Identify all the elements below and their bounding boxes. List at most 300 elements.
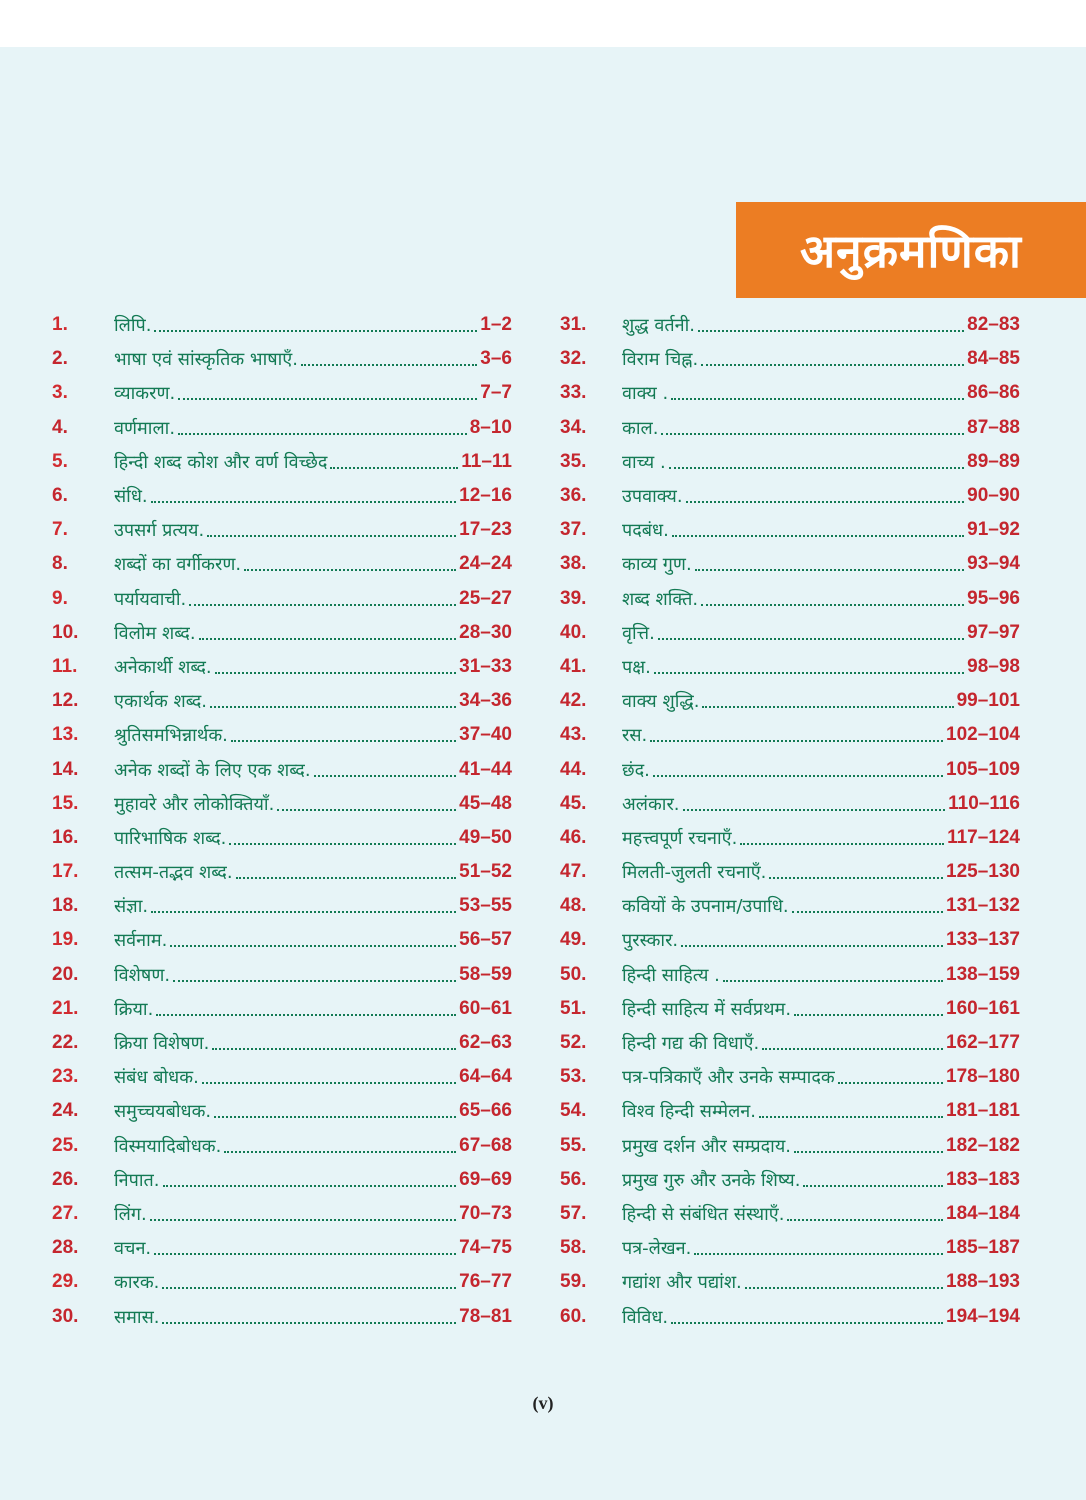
entry-page-range: 37–40 xyxy=(459,724,512,746)
entry-title: प्रमुख दर्शन और सम्प्रदाय. xyxy=(622,1135,791,1157)
entry-number: 60. xyxy=(560,1305,587,1327)
toc-entry[interactable] xyxy=(52,1026,512,1060)
dot-leader xyxy=(150,1219,456,1221)
dot-leader xyxy=(701,364,964,366)
entry-number: 21. xyxy=(52,997,79,1019)
entry-page-range: 76–77 xyxy=(459,1271,512,1293)
dot-leader xyxy=(154,1253,456,1255)
entry-title: पर्यायवाची. xyxy=(114,588,187,610)
entry-number: 16. xyxy=(52,826,79,848)
toc-entry[interactable] xyxy=(560,821,1020,855)
toc-entry[interactable] xyxy=(560,1197,1020,1231)
entry-number: 44. xyxy=(560,758,587,780)
page-number: (v) xyxy=(532,1393,554,1413)
entry-number: 4. xyxy=(52,416,68,438)
dot-leader xyxy=(189,604,456,606)
entry-number: 54. xyxy=(560,1100,587,1122)
entry-title: मिलती-जुलती रचनाएँ. xyxy=(622,862,767,884)
entry-title: वचन. xyxy=(114,1238,152,1260)
entry-number: 1. xyxy=(52,314,68,336)
toc-entry[interactable] xyxy=(560,1265,1020,1299)
entry-number: 2. xyxy=(52,348,68,370)
entry-number: 12. xyxy=(52,690,79,712)
entry-title: शब्दों का वर्गीकरण. xyxy=(114,554,242,576)
entry-page-range: 8–10 xyxy=(469,416,512,438)
entry-number: 22. xyxy=(52,1032,79,1054)
toc-entry[interactable] xyxy=(52,616,512,650)
entry-number: 42. xyxy=(560,690,587,712)
page-title: अनुक्रमणिका xyxy=(800,224,1022,278)
dot-leader xyxy=(695,569,964,571)
entry-title: विस्मयादिबोधक. xyxy=(114,1135,222,1157)
entry-title: शब्द शक्ति. xyxy=(622,588,699,610)
entry-title: गद्यांश और पद्यांश. xyxy=(622,1272,742,1294)
entry-title: छंद. xyxy=(622,759,650,781)
entry-page-range: 182–182 xyxy=(946,1134,1020,1156)
toc-entry[interactable] xyxy=(560,308,1020,342)
entry-number: 20. xyxy=(52,963,79,985)
entry-number: 46. xyxy=(560,826,587,848)
entry-title: क्रिया. xyxy=(114,998,154,1020)
entry-title: उपवाक्य. xyxy=(622,486,683,508)
dot-leader xyxy=(745,1287,943,1289)
entry-number: 31. xyxy=(560,314,587,336)
entry-title: विश्व हिन्दी सम्मेलन. xyxy=(622,1101,757,1123)
dot-leader xyxy=(173,980,456,982)
dot-leader xyxy=(178,433,467,435)
entry-page-range: 90–90 xyxy=(967,485,1020,507)
entry-page-range: 99–101 xyxy=(956,690,1020,712)
entry-page-range: 181–181 xyxy=(946,1100,1020,1122)
dot-leader xyxy=(669,467,964,469)
entry-number: 56. xyxy=(560,1168,587,1190)
entry-page-range: 110–116 xyxy=(948,792,1020,814)
toc-entry[interactable] xyxy=(52,445,512,479)
dot-leader xyxy=(210,706,456,708)
entry-number: 37. xyxy=(560,519,587,541)
entry-title: कारक. xyxy=(114,1272,160,1294)
dot-leader xyxy=(231,740,456,742)
entry-title: समास. xyxy=(114,1306,160,1328)
entry-page-range: 133–137 xyxy=(946,929,1020,951)
toc-entry[interactable] xyxy=(560,411,1020,445)
toc-entry[interactable] xyxy=(560,616,1020,650)
entry-page-range: 117–124 xyxy=(947,826,1020,848)
entry-number: 52. xyxy=(560,1032,587,1054)
entry-number: 23. xyxy=(52,1066,79,1088)
entry-page-range: 1–2 xyxy=(480,314,512,336)
dot-leader xyxy=(803,1185,943,1187)
entry-page-range: 105–109 xyxy=(946,758,1020,780)
entry-number: 3. xyxy=(52,382,68,404)
dot-leader xyxy=(702,706,953,708)
title-banner xyxy=(736,202,1086,298)
entry-number: 11. xyxy=(52,655,78,677)
entry-number: 57. xyxy=(560,1202,587,1224)
entry-number: 15. xyxy=(52,792,79,814)
dot-leader xyxy=(277,809,456,811)
toc-entry[interactable] xyxy=(52,684,512,718)
entry-page-range: 87–88 xyxy=(967,416,1020,438)
toc-entry[interactable] xyxy=(52,479,512,513)
entry-number: 48. xyxy=(560,895,587,917)
toc-entry[interactable] xyxy=(560,684,1020,718)
dot-leader xyxy=(301,364,477,366)
entry-title: लिपि. xyxy=(114,315,152,337)
toc-entry[interactable] xyxy=(52,1129,512,1163)
dot-leader xyxy=(787,1219,943,1221)
dot-leader xyxy=(654,672,964,674)
entry-page-range: 194–194 xyxy=(946,1305,1020,1327)
toc-entry[interactable] xyxy=(560,992,1020,1026)
toc-entry[interactable] xyxy=(52,547,512,581)
entry-number: 59. xyxy=(560,1271,587,1293)
entry-title: महत्त्वपूर्ण रचनाएँ. xyxy=(622,827,738,849)
toc-entry[interactable] xyxy=(560,1094,1020,1128)
toc-entry[interactable] xyxy=(560,787,1020,821)
dot-leader xyxy=(229,843,456,845)
dot-leader xyxy=(759,1116,943,1118)
entry-number: 17. xyxy=(52,861,79,883)
entry-title: पुरस्कार. xyxy=(622,930,679,952)
entry-title: लिंग. xyxy=(114,1203,147,1225)
entry-number: 33. xyxy=(560,382,587,404)
toc-entry[interactable] xyxy=(52,308,512,342)
entry-number: 24. xyxy=(52,1100,79,1122)
dot-leader xyxy=(207,535,456,537)
toc-column-right xyxy=(560,308,1020,1334)
dot-leader xyxy=(681,945,943,947)
entry-page-range: 3–6 xyxy=(480,348,512,370)
dot-leader xyxy=(314,775,457,777)
entry-page-range: 84–85 xyxy=(967,348,1020,370)
toc-entry[interactable] xyxy=(52,411,512,445)
toc-entry[interactable] xyxy=(560,547,1020,581)
toc-entry[interactable] xyxy=(560,650,1020,684)
toc-entry[interactable] xyxy=(560,445,1020,479)
entry-number: 51. xyxy=(560,997,587,1019)
entry-title: कवियों के उपनाम/उपाधि. xyxy=(622,896,789,918)
entry-title: हिन्दी से संबंधित संस्थाएँ. xyxy=(622,1203,785,1225)
entry-title: हिन्दी साहित्य . xyxy=(622,964,720,986)
toc-entry[interactable] xyxy=(560,1060,1020,1094)
entry-page-range: 162–177 xyxy=(946,1032,1020,1054)
entry-number: 32. xyxy=(560,348,587,370)
entry-number: 7. xyxy=(52,519,68,541)
entry-title: शुद्ध वर्तनी. xyxy=(622,315,695,337)
dot-leader xyxy=(156,1014,456,1016)
dot-leader xyxy=(650,740,943,742)
entry-title: वाक्य शुद्धि. xyxy=(622,691,700,713)
dot-leader xyxy=(224,1151,456,1153)
entry-title: अनेकार्थी शब्द. xyxy=(114,656,212,678)
entry-title: एकार्थक शब्द. xyxy=(114,691,208,713)
entry-number: 28. xyxy=(52,1237,79,1259)
dot-leader xyxy=(762,1048,943,1050)
entry-page-range: 102–104 xyxy=(946,724,1020,746)
toc-entry[interactable] xyxy=(560,958,1020,992)
entry-number: 5. xyxy=(52,450,68,472)
entry-title: उपसर्ग प्रत्यय. xyxy=(114,520,205,542)
dot-leader xyxy=(244,569,456,571)
toc-entry[interactable] xyxy=(560,889,1020,923)
entry-page-range: 93–94 xyxy=(967,553,1020,575)
toc-entry[interactable] xyxy=(52,1231,512,1265)
entry-page-range: 184–184 xyxy=(946,1202,1020,1224)
dot-leader xyxy=(672,535,964,537)
entry-page-range: 138–159 xyxy=(946,963,1020,985)
entry-number: 35. xyxy=(560,450,587,472)
entry-title: काल. xyxy=(622,417,659,439)
toc-entry[interactable] xyxy=(560,376,1020,410)
entry-number: 38. xyxy=(560,553,587,575)
toc-entry[interactable] xyxy=(560,1163,1020,1197)
entry-title: भाषा एवं सांस्कृतिक भाषाएँ. xyxy=(114,349,298,371)
entry-title: पक्ष. xyxy=(622,656,651,678)
entry-number: 39. xyxy=(560,587,587,609)
entry-number: 25. xyxy=(52,1134,79,1156)
toc-entry[interactable] xyxy=(560,752,1020,786)
toc-entry[interactable] xyxy=(560,923,1020,957)
toc-entry[interactable] xyxy=(52,855,512,889)
dot-leader xyxy=(740,843,944,845)
toc-entry[interactable] xyxy=(560,479,1020,513)
entry-number: 8. xyxy=(52,553,68,575)
dot-leader xyxy=(694,1253,943,1255)
entry-page-range: 78–81 xyxy=(459,1305,512,1327)
dot-leader xyxy=(794,1014,943,1016)
dot-leader xyxy=(214,1116,456,1118)
entry-page-range: 25–27 xyxy=(459,587,512,609)
toc-entry[interactable] xyxy=(560,1026,1020,1060)
entry-number: 13. xyxy=(52,724,79,746)
entry-title: पदबंध. xyxy=(622,520,669,542)
entry-title: संज्ञा. xyxy=(114,896,149,918)
toc-entry[interactable] xyxy=(560,855,1020,889)
entry-number: 49. xyxy=(560,929,587,951)
toc-entry[interactable] xyxy=(560,582,1020,616)
toc-entry[interactable] xyxy=(52,376,512,410)
entry-number: 36. xyxy=(560,485,587,507)
entry-number: 18. xyxy=(52,895,79,917)
toc-entry[interactable] xyxy=(560,1299,1020,1333)
entry-title: विशेषण. xyxy=(114,964,171,986)
toc-entry[interactable] xyxy=(52,1094,512,1128)
entry-title: हिन्दी साहित्य में सर्वप्रथम. xyxy=(622,998,792,1020)
dot-leader xyxy=(202,1082,456,1084)
dot-leader xyxy=(683,809,946,811)
entry-page-range: 45–48 xyxy=(459,792,512,814)
dot-leader xyxy=(653,775,943,777)
entry-title: प्रमुख गुरु और उनके शिष्य. xyxy=(622,1169,801,1191)
entry-page-range: 131–132 xyxy=(946,895,1020,917)
entry-title: श्रुतिसमभिन्नार्थक. xyxy=(114,725,228,747)
entry-number: 29. xyxy=(52,1271,79,1293)
entry-page-range: 82–83 xyxy=(967,314,1020,336)
entry-title: पारिभाषिक शब्द. xyxy=(114,827,227,849)
entry-title: समुच्चयबोधक. xyxy=(114,1101,212,1123)
dot-leader xyxy=(154,330,477,332)
dot-leader xyxy=(794,1151,943,1153)
entry-number: 27. xyxy=(52,1202,79,1224)
entry-page-range: 178–180 xyxy=(946,1066,1020,1088)
entry-number: 45. xyxy=(560,792,587,814)
dot-leader xyxy=(671,1322,943,1324)
entry-page-range: 51–52 xyxy=(459,861,512,883)
dot-leader xyxy=(151,501,457,503)
entry-title: संधि. xyxy=(114,486,148,508)
dot-leader xyxy=(212,1048,456,1050)
entry-title: हिन्दी शब्द कोश और वर्ण विच्छेद xyxy=(114,451,328,473)
entry-page-range: 185–187 xyxy=(946,1237,1020,1259)
entry-page-range: 17–23 xyxy=(459,519,512,541)
toc-entry[interactable] xyxy=(52,787,512,821)
toc-entry[interactable] xyxy=(560,1231,1020,1265)
toc-entry[interactable] xyxy=(52,1265,512,1299)
entry-title: क्रिया विशेषण. xyxy=(114,1033,210,1055)
entry-number: 41. xyxy=(560,655,587,677)
entry-number: 53. xyxy=(560,1066,587,1088)
toc-entry[interactable] xyxy=(52,1299,512,1333)
dot-leader xyxy=(162,1287,456,1289)
entry-page-range: 98–98 xyxy=(967,655,1020,677)
entry-page-range: 60–61 xyxy=(459,997,512,1019)
entry-title: सर्वनाम. xyxy=(114,930,168,952)
entry-title: मुहावरे और लोकोक्तियाँ. xyxy=(114,793,275,815)
entry-page-range: 95–96 xyxy=(967,587,1020,609)
dot-leader xyxy=(330,467,458,469)
toc-column-left xyxy=(52,308,512,1334)
entry-page-range: 69–69 xyxy=(459,1168,512,1190)
entry-title: निपात. xyxy=(114,1169,160,1191)
dot-leader xyxy=(163,1185,457,1187)
entry-number: 43. xyxy=(560,724,587,746)
entry-page-range: 160–161 xyxy=(946,997,1020,1019)
entry-title: पत्र-लेखन. xyxy=(622,1238,692,1260)
dot-leader xyxy=(671,398,964,400)
dot-leader xyxy=(151,911,456,913)
dot-leader xyxy=(698,330,964,332)
entry-number: 6. xyxy=(52,485,68,507)
entry-page-range: 86–86 xyxy=(967,382,1020,404)
dot-leader xyxy=(661,433,964,435)
toc-entry[interactable] xyxy=(52,923,512,957)
dot-leader xyxy=(701,604,964,606)
entry-page-range: 62–63 xyxy=(459,1032,512,1054)
entry-number: 55. xyxy=(560,1134,587,1156)
entry-title: वाच्य . xyxy=(622,451,666,473)
entry-title: अलंकार. xyxy=(622,793,680,815)
toc-entry[interactable] xyxy=(560,718,1020,752)
entry-page-range: 11–11 xyxy=(461,450,512,472)
entry-title: वृत्ति. xyxy=(622,622,655,644)
entry-page-range: 31–33 xyxy=(459,655,512,677)
entry-title: रस. xyxy=(622,725,648,747)
entry-page-range: 7–7 xyxy=(480,382,512,404)
toc-entry[interactable] xyxy=(52,1197,512,1231)
entry-title: तत्सम-तद्भव शब्द. xyxy=(114,862,233,884)
entry-page-range: 49–50 xyxy=(459,826,512,848)
entry-number: 50. xyxy=(560,963,587,985)
toc-entry[interactable] xyxy=(52,650,512,684)
entry-page-range: 125–130 xyxy=(946,861,1020,883)
entry-title: व्याकरण. xyxy=(114,383,176,405)
entry-page-range: 183–183 xyxy=(946,1168,1020,1190)
entry-title: विविध. xyxy=(622,1306,669,1328)
entry-page-range: 64–64 xyxy=(459,1066,512,1088)
entry-page-range: 28–30 xyxy=(459,621,512,643)
entry-page-range: 97–97 xyxy=(967,621,1020,643)
entry-page-range: 24–24 xyxy=(459,553,512,575)
dot-leader xyxy=(723,980,943,982)
toc-entry[interactable] xyxy=(52,889,512,923)
entry-number: 58. xyxy=(560,1237,587,1259)
entry-number: 19. xyxy=(52,929,79,951)
toc-entry[interactable] xyxy=(560,342,1020,376)
entry-title: संबंध बोधक. xyxy=(114,1067,199,1089)
toc-entry[interactable] xyxy=(52,821,512,855)
entry-title: पत्र-पत्रिकाएँ और उनके सम्पादक xyxy=(622,1067,835,1089)
entry-page-range: 70–73 xyxy=(459,1202,512,1224)
dot-leader xyxy=(838,1082,943,1084)
toc-entry[interactable] xyxy=(52,992,512,1026)
toc-entry[interactable] xyxy=(560,1129,1020,1163)
dot-leader xyxy=(792,911,943,913)
toc-entry[interactable] xyxy=(52,582,512,616)
toc-entry[interactable] xyxy=(52,718,512,752)
entry-number: 34. xyxy=(560,416,587,438)
entry-number: 10. xyxy=(52,621,79,643)
entry-page-range: 89–89 xyxy=(967,450,1020,472)
entry-title: विलोम शब्द. xyxy=(114,622,196,644)
entry-page-range: 12–16 xyxy=(459,485,512,507)
dot-leader xyxy=(236,877,457,879)
dot-leader xyxy=(769,877,943,879)
toc-entry[interactable] xyxy=(52,342,512,376)
dot-leader xyxy=(170,945,456,947)
entry-title: अनेक शब्दों के लिए एक शब्द. xyxy=(114,759,311,781)
entry-title: काव्य गुण. xyxy=(622,554,692,576)
entry-title: विराम चिह्न. xyxy=(622,349,699,371)
entry-page-range: 91–92 xyxy=(967,519,1020,541)
entry-page-range: 188–193 xyxy=(946,1271,1020,1293)
entry-page-range: 65–66 xyxy=(459,1100,512,1122)
entry-page-range: 58–59 xyxy=(459,963,512,985)
toc-entry[interactable] xyxy=(52,1060,512,1094)
toc-entry[interactable] xyxy=(52,958,512,992)
entry-number: 14. xyxy=(52,758,79,780)
toc-entry[interactable] xyxy=(560,513,1020,547)
entry-page-range: 74–75 xyxy=(459,1237,512,1259)
entry-title: हिन्दी गद्य की विधाएँ. xyxy=(622,1033,760,1055)
entry-page-range: 56–57 xyxy=(459,929,512,951)
entry-number: 9. xyxy=(52,587,68,609)
dot-leader xyxy=(162,1322,456,1324)
entry-title: वर्णमाला. xyxy=(114,417,176,439)
dot-leader xyxy=(178,398,477,400)
entry-number: 47. xyxy=(560,861,587,883)
entry-page-range: 41–44 xyxy=(459,758,512,780)
entry-number: 40. xyxy=(560,621,587,643)
dot-leader xyxy=(215,672,457,674)
toc-entry[interactable] xyxy=(52,752,512,786)
entry-title: वाक्य . xyxy=(622,383,669,405)
dot-leader xyxy=(686,501,965,503)
toc-entry[interactable] xyxy=(52,1163,512,1197)
dot-leader xyxy=(658,638,964,640)
entry-number: 30. xyxy=(52,1305,79,1327)
toc-entry[interactable] xyxy=(52,513,512,547)
